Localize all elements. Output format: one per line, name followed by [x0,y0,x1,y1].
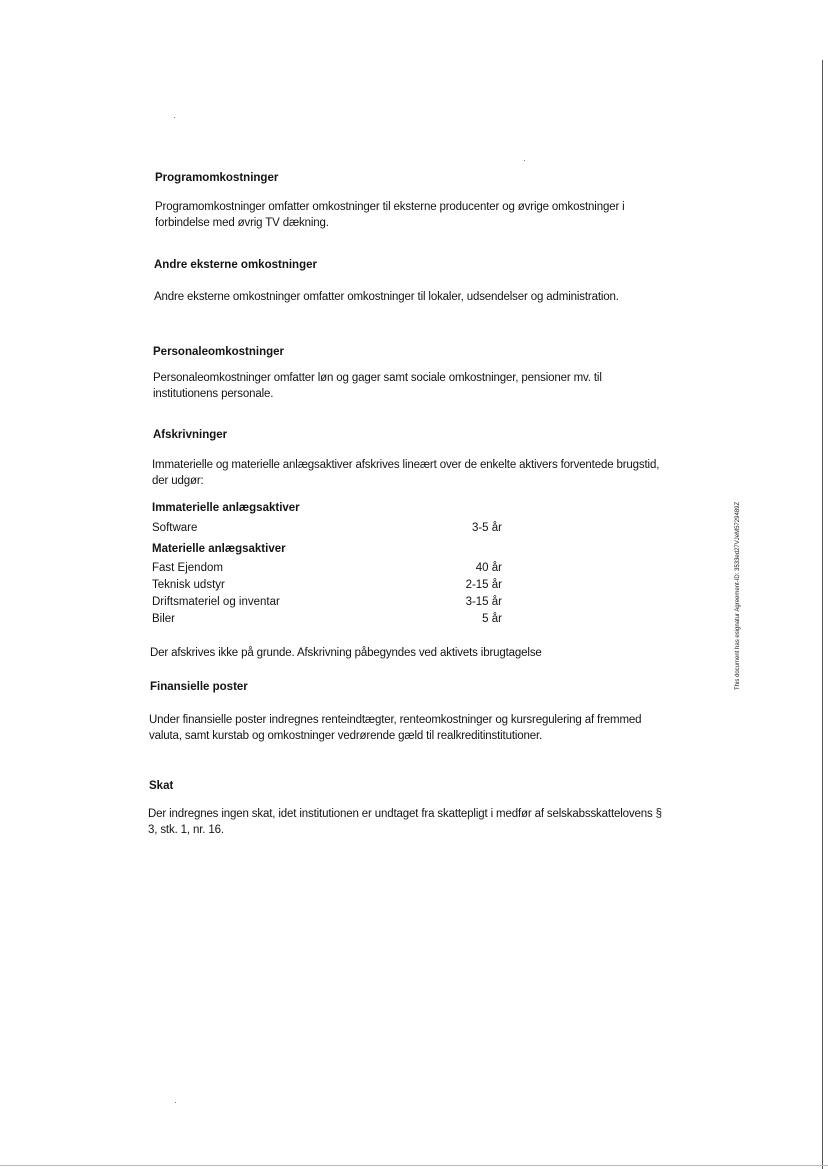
paragraph-line: Personaleomkostninger omfatter løn og gager samt sociale omkostninger, pensioner mv. til [153,372,602,384]
section-heading-personaleomkostninger: Personaleomkostninger [153,346,285,358]
scan-edge-bottom [0,1165,828,1166]
esignature-side-text: This document has esignatur Agreement-ID: 3533ed27VJeM5729489Z [735,501,741,690]
paragraph-line: 3, stk. 1, nr. 16. [148,824,224,836]
paragraph-line: Der afskrives ikke på grunde. Afskrivning påbegyndes ved aktivets ibrugtagelse [150,647,542,659]
useful-life-value: 2-15 år [465,579,502,591]
section-heading-skat: Skat [149,780,174,792]
subheading-immaterielle: Immaterielle anlægsaktiver [152,502,300,514]
asset-label: Teknisk udstyr [152,579,225,591]
section-heading-afskrivninger: Afskrivninger [153,429,228,441]
section-heading-programomkostninger: Programomkostninger [155,172,279,184]
paragraph-line: Immaterielle og materielle anlægsaktiver afskrives lineært over de enkelte aktivers forventede brugstid, [152,459,660,471]
scan-speck [524,160,525,161]
paragraph-line: institutionens personale. [153,388,274,400]
paragraph-line: Programomkostninger omfatter omkostninger til eksterne producenter og øvrige omkostninger i [155,201,625,213]
asset-label: Fast Ejendom [152,562,223,574]
paragraph-line: valuta, samt kurstab og omkostninger vedrørende gæld til realkreditinstitutioner. [149,730,543,742]
paragraph-line: Der indregnes ingen skat, idet institutionen er undtaget fra skattepligt i medfør af selskabsskattelovens § [148,808,662,820]
section-heading-andre-eksterne-omkostninger: Andre eksterne omkostninger [154,259,317,271]
scan-speck [175,1102,176,1103]
useful-life-value: 5 år [482,613,502,625]
useful-life-value: 40 år [475,562,502,574]
paragraph-line: Under finansielle poster indregnes renteindtægter, renteomkostninger og kursregulering af fremmed [149,714,642,726]
paragraph-line: der udgør: [152,475,204,487]
useful-life-value: 3-5 år [471,522,502,534]
paragraph-line: forbindelse med øvrig TV dækning. [155,217,329,229]
scan-edge-right [822,60,823,1169]
useful-life-value: 3-15 år [465,596,502,608]
asset-label: Biler [152,613,176,625]
asset-label: Driftsmateriel og inventar [152,596,280,608]
scan-speck [174,117,175,118]
paragraph-line: Andre eksterne omkostninger omfatter omkostninger til lokaler, udsendelser og administration. [154,291,619,303]
section-heading-finansielle-poster: Finansielle poster [150,681,248,693]
asset-label: Software [152,522,198,534]
subheading-materielle: Materielle anlægsaktiver [152,543,286,555]
